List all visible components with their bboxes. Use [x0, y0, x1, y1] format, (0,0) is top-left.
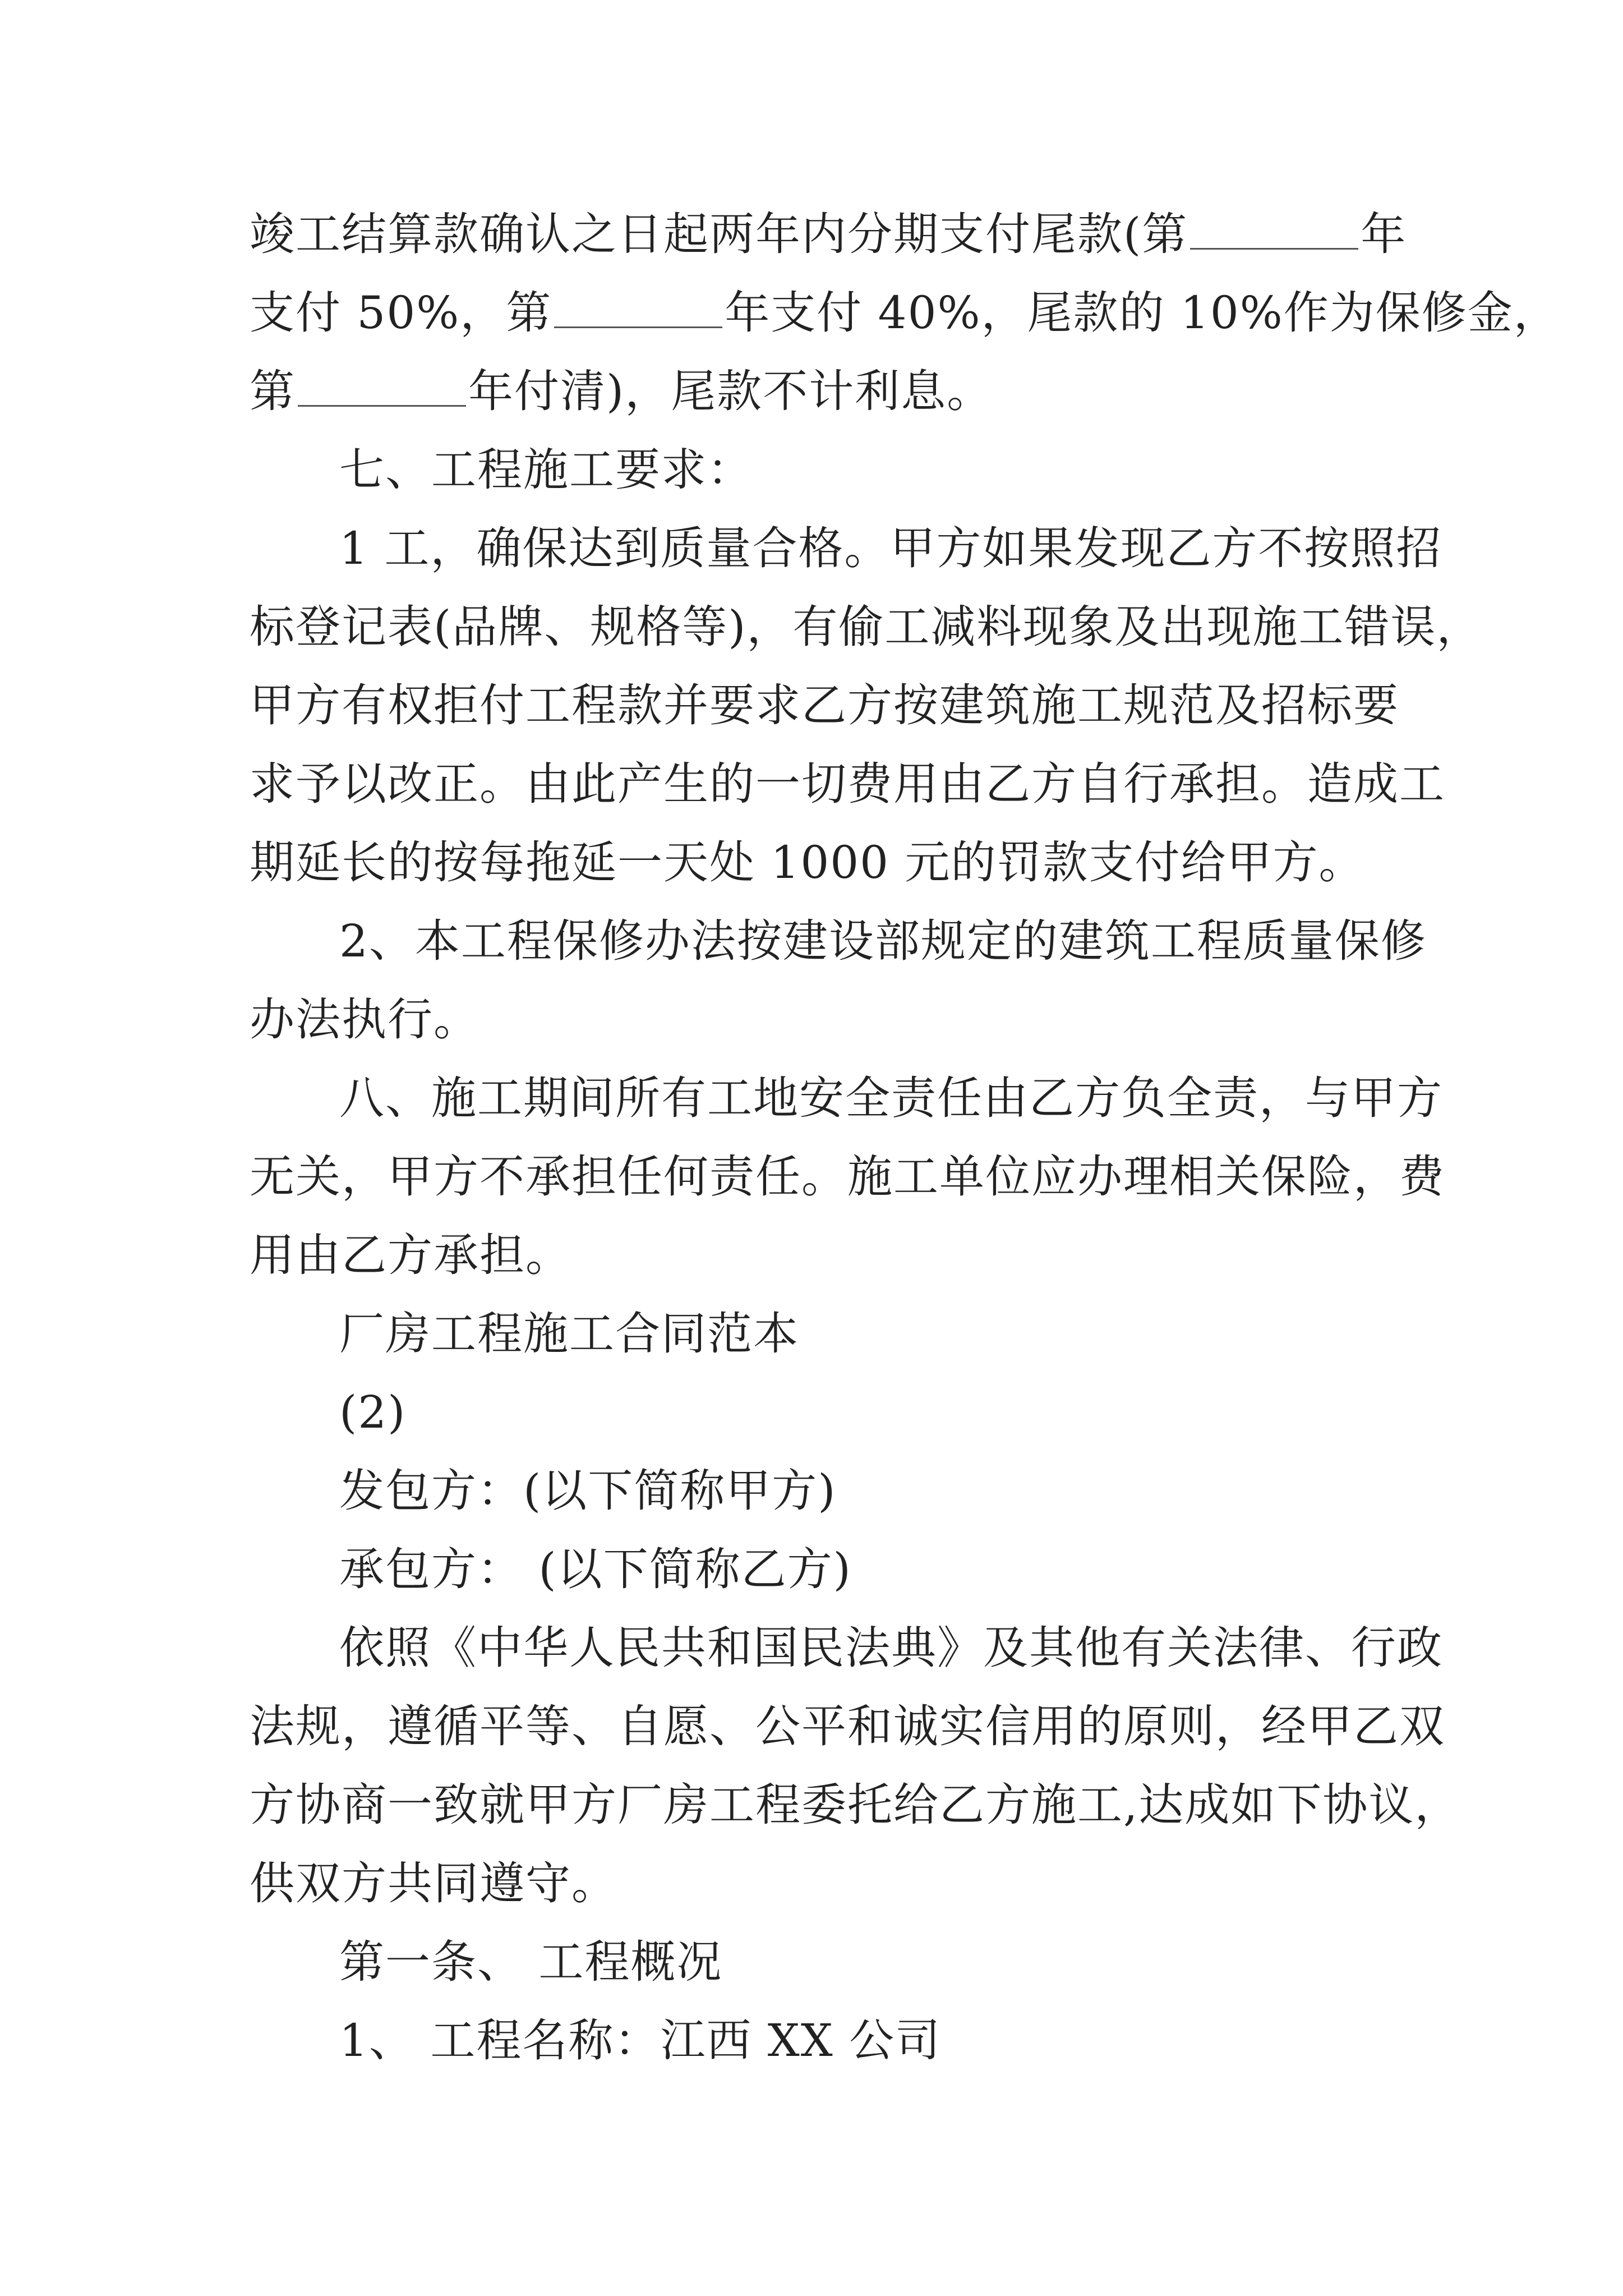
payment-text-3: 支付 50%，第 — [250, 287, 552, 339]
section-8-line: 用由乙方承担。 — [250, 1229, 571, 1281]
payment-text-1: 竣工结算款确认之日起两年内分期支付尾款(第 — [250, 208, 1188, 260]
section-8-line: 无关，甲方不承担任何责任。施工单位应办理相关保险，费 — [250, 1151, 1445, 1203]
payment-text-4: 年支付 40%，尾款的 10%作为保修金， — [725, 287, 1560, 339]
preamble-line: 供双方共同遵守。 — [250, 1857, 617, 1910]
section-7-item-2-line: 办法执行。 — [250, 993, 479, 1046]
year-blank-1 — [1190, 209, 1358, 250]
section-7-item-1-line: 期延长的按每拖延一天处 1000 元的罚款支付给甲方。 — [250, 836, 1365, 889]
payment-text-6: 年付清)，尾款不计利息。 — [468, 365, 993, 417]
year-blank-3 — [298, 366, 466, 407]
article-1-item-1: 1、 工程名称：江西 XX 公司 — [339, 2014, 942, 2067]
section-7-item-1-line: 标登记表(品牌、规格等)，有偷工减料现象及出现施工错误， — [250, 601, 1483, 653]
paragraph-payment-line-1 — [250, 206, 1416, 263]
section-7-item-1-line: 1 工，确保达到质量合格。甲方如果发现乙方不按照招 — [339, 522, 1442, 574]
template-number: (2) — [339, 1386, 407, 1438]
section-7-item-2-line: 2、本工程保修办法按建设部规定的建筑工程质量保修 — [339, 915, 1427, 967]
contractor-line: 承包方： (以下简称乙方) — [339, 1543, 852, 1595]
payment-text-5: 第 — [250, 365, 296, 417]
paragraph-payment-line-3 — [250, 364, 1416, 420]
preamble-line: 方协商一致就甲方厂房工程委托给乙方施工,达成如下协议， — [250, 1779, 1461, 1831]
preamble-line: 依照《中华人民共和国民法典》及其他有关法律、行政 — [339, 1622, 1443, 1674]
paragraph-payment-line-2 — [250, 285, 1560, 341]
section-7-item-1-line: 甲方有权拒付工程款并要求乙方按建筑施工规范及招标要 — [250, 679, 1399, 731]
template-title: 厂房工程施工合同范本 — [339, 1308, 799, 1360]
payment-text-2: 年 — [1361, 208, 1407, 260]
preamble-line: 法规，遵循平等、自愿、公平和诚实信用的原则，经甲乙双 — [250, 1700, 1445, 1752]
section-8-line: 八、施工期间所有工地安全责任由乙方负全责，与甲方 — [339, 1072, 1443, 1124]
section-7-heading: 七、工程施工要求： — [339, 444, 753, 496]
employer-line: 发包方：(以下简称甲方) — [339, 1465, 837, 1517]
article-1-heading: 第一条、 工程概况 — [339, 1936, 723, 1988]
section-7-item-1-line: 求予以改正。由此产生的一切费用由乙方自行承担。造成工 — [250, 758, 1445, 810]
year-blank-2 — [554, 287, 722, 328]
